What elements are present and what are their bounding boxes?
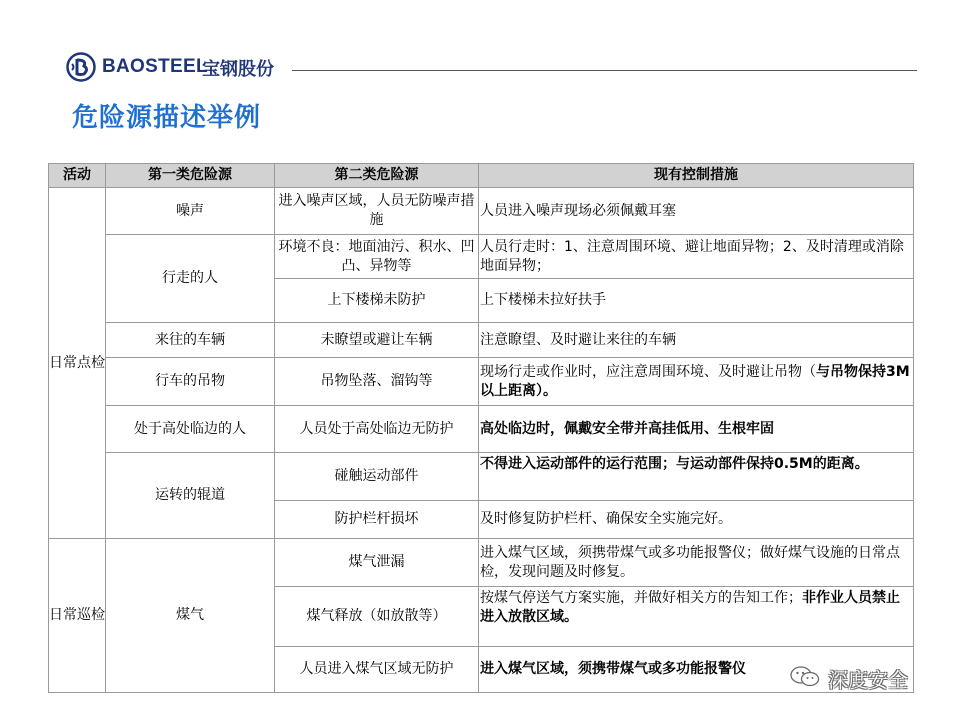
control-cell: 上下楼梯未拉好扶手 [479,279,914,323]
control-cell: 人员行走时：1、注意周围环境、避让地面异物；2、及时清理或消除地面异物； [479,235,914,279]
hazard2-cell: 碰触运动部件 [275,453,479,501]
table-header-row [49,164,914,188]
activity-daily-check: 日常点检 [49,188,106,539]
hazard2-cell: 吊物坠落、溜钩等 [275,358,479,406]
hazard2-cell: 进入噪声区域，人员无防噪声措施 [275,188,479,235]
table-row [49,358,914,406]
hazard2-cell: 人员处于高处临边无防护 [275,406,479,453]
hazard2-cell: 防护栏杆损坏 [275,501,479,539]
hazard1-height: 处于高处临边的人 [106,406,275,453]
hazard2-cell: 煤气释放（如放散等） [275,587,479,647]
header-divider [292,70,917,71]
header [66,50,916,82]
table-row [49,539,914,587]
table-row [49,235,914,279]
hazard1-walking: 行走的人 [106,235,275,323]
wechat-icon [790,666,820,688]
control-text: 现场行走或作业时，应注意周围环境、及时避让吊物（ [480,363,816,380]
baosteel-logo-icon [66,52,96,82]
activity-daily-patrol: 日常巡检 [49,539,106,693]
hazard2-cell: 未瞭望或避让车辆 [275,323,479,358]
brand-name-en: BAOSTEEL [102,56,208,77]
table-row [49,323,914,358]
control-cell: 高处临边时，佩戴安全带并高挂低用、生根牢固 [479,406,914,453]
header-activity: 活动 [49,164,106,188]
control-text-emphasis: 非作业人员禁止进入放散区域。 [480,590,900,625]
hazard1-gas: 煤气 [106,539,275,693]
control-cell: 注意瞭望、及时避让来往的车辆 [479,323,914,358]
brand-name-cn: 宝钢股份 [202,59,274,80]
page-title: 危险源描述举例 [72,103,262,133]
control-cell [479,587,914,647]
control-cell: 进入煤气区域，须携带煤气或多功能报警仪 [479,647,914,693]
hazard1-roller: 运转的辊道 [106,453,275,539]
header-control: 现有控制措施 [479,164,914,188]
hazard1-vehicle: 来往的车辆 [106,323,275,358]
hazard2-cell: 上下楼梯未防护 [275,279,479,323]
hazard1-noise: 噪声 [106,188,275,235]
table-row [49,406,914,453]
control-text-emphasis: 与吊物保持3M以上距离）。 [480,363,910,399]
hazard2-cell: 环境不良：地面油污、积水、凹凸、异物等 [275,235,479,279]
header-hazard-type1: 第一类危险源 [106,164,275,188]
header-hazard-type2: 第二类危险源 [275,164,479,188]
watermark-text: 深度安全 [828,668,908,692]
control-text: 按煤气停送气方案实施，并做好相关方的告知工作； [480,590,802,606]
control-cell: 不得进入运动部件的运行范围；与运动部件保持0.5M的距离。 [479,453,914,501]
control-cell [479,358,914,406]
control-cell: 及时修复防护栏杆、确保安全实施完好。 [479,501,914,539]
control-cell: 进入煤气区域，须携带煤气或多功能报警仪；做好煤气设施的日常点检，发现问题及时修复。 [479,539,914,587]
hazard2-cell: 煤气泄漏 [275,539,479,587]
control-cell: 人员进入噪声现场必须佩戴耳塞 [479,188,914,235]
hazard1-hoist: 行车的吊物 [106,358,275,406]
table-row [49,188,914,235]
hazard-table [48,163,914,693]
hazard2-cell: 人员进入煤气区域无防护 [275,647,479,693]
table-row [49,453,914,501]
